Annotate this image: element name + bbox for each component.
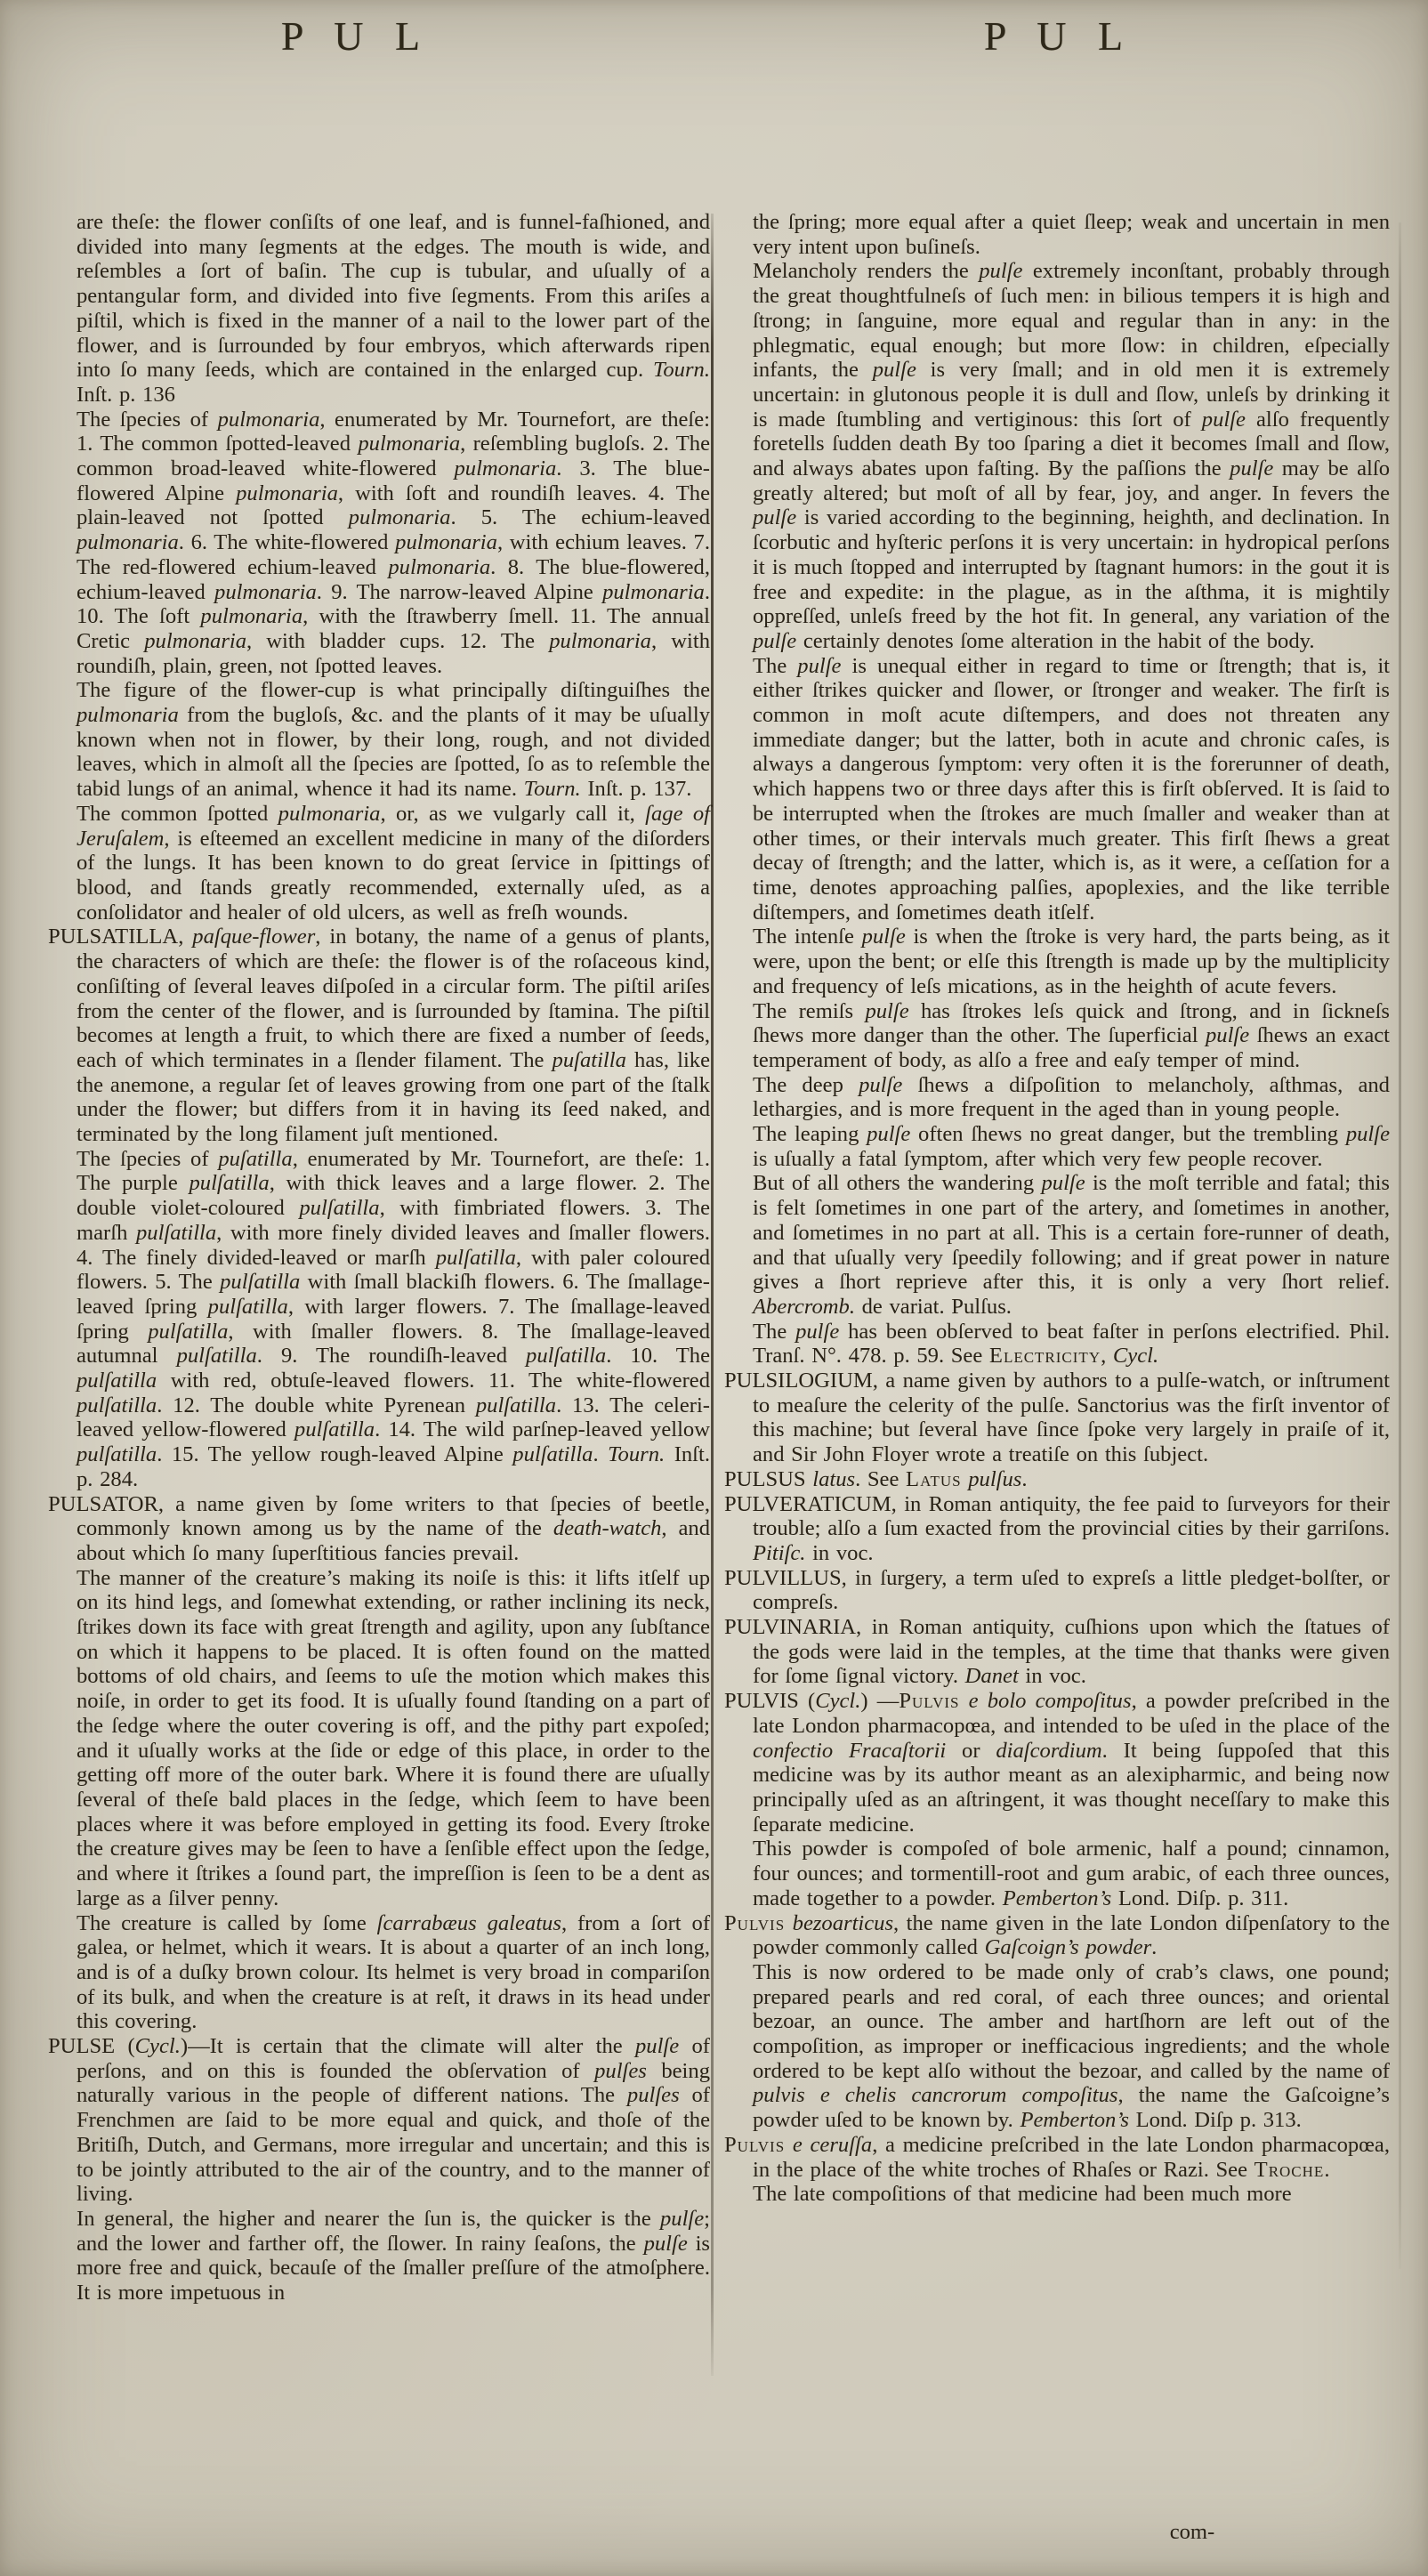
entry-paragraph: PULSATILLA, paſque-flower, in botany, the name of a genus of plants, the characters of which are theſe: the flower is of the roſaceous kind, conſiſting of ſeveral leaves diſpoſed in a circular form. The piſtil ariſes from the center of the flower, and is ſurrounded by ſtamina. The piſtil becomes at length a fruit, to which there are fixed a number of ſeeds, each of which terminates in a ſlender filament. The puſatilla has, like the anemone, a regular ſet of leaves growing from one part of the ſtalk under the flower; but differs from it in having its ſeed naked, and terminated by the long filament juſt mentioned. (48, 925, 710, 1147)
paragraph: The pulſe has been obſerved to beat faſter in perſons electrified. Phil. Tranſ. N°. 478. p. 59. See Electricity, Cycl. (753, 1319, 1390, 1369)
entry-paragraph: PULSUS latus. See Latus pulſus. (724, 1466, 1028, 1491)
entry-paragraph: PULSILOGIUM, a name given by authors to a pulſe-watch, or inſtrument to meaſure the celerity of the pulſe. Sanctorius was the firſt inventor of this machine; but ſeveral have ſince ſpoke very largely in praiſe of it, and Sir John Floyer wrote a treatiſe on this ſubject. (724, 1369, 1390, 1467)
entry-paragraph: PULVINARIA, in Roman antiquity, cuſhions upon which the ſtatues of the gods were laid in the temples, at the time that thanks were given for ſome ſignal victory. Danet in voc. (724, 1615, 1390, 1689)
paragraph: Melancholy renders the pulſe extremely inconſtant, probably through the great thoughtfulneſs of ſuch men: in bilious tempers it is high and ſtrong; in ſanguine, more equal and regular than in any: in the phlegmatic, equal enough; but more ſlow: in children, eſpecially infants, the pulſe is very ſmall; and in old men it is extremely uncertain: in glutonous people it is dull and ſlow, unleſs by drinking it is made ſtumbling and vertiginous: this ſort of pulſe alſo frequently foretells ſudden death By too ſparing a diet it becomes ſmall and ſlow, and always abates upon faſting. By the paſſions the pulſe may be alſo greatly altered; but moſt of all by fear, joy, and anger. In fevers the pulſe is varied according to the beginning, heighth, and declination. In ſcorbutic and hyſteric perſons it is very uncertain: in hydropical perſons it is much ſtopped and interrupted by ſtagnant humors: in the gout it is free and expedite: in the plague, as in the aſthma, it is mightily oppreſſed, unleſs freed by the hot fit. In general, any variation of the pulſe certainly denotes ſome alteration in the habit of the body. (753, 259, 1390, 653)
entry-paragraph: PULSATOR, a name given by ſome writers to that ſpecies of beetle, commonly known among us by the name of the death-watch, and about which ſo many ſuperſtitious fancies prevail. (48, 1491, 711, 1565)
paragraph: The leaping pulſe often ſhews no great danger, but the trembling pulſe is uſually a fatal ſymptom, after which very few people recover. (753, 1122, 1390, 1171)
paragraph: The remiſs pulſe has ſtrokes leſs quick and ſtrong, and in ſickneſs ſhews more danger than the other. The ſuperficial pulſe ſhews an exact temperament of body, as alſo a free and eaſy temper of mind. (753, 998, 1390, 1072)
paragraph: The pulſe is unequal either in regard to time or ſtrength; that is, it either ſtrikes quicker and ſlower, or ſtronger and weaker. The firſt is common in moſt acute diſtempers, and does not threaten any immediate danger; but the latter, both in acute and chronic caſes, is always a dangerous ſymptom: very often it is the forerunner of death, which happens two or three days after this is firſt obſerved. It is ſaid to be interrupted when the ſtrokes are much ſmaller and weaker than at other times, or their intervals much greater. This firſt ſhews a great decay of ſtrength; and the latter, which is, as it were, a ceſſation for a time, denotes approaching palſies, apoplexies, and the like terrible diſtempers, and ſometimes death itſelf. (753, 653, 1390, 925)
entry-paragraph: Pulvis e ceruſſa, a medicine preſcribed in the late London pharmacopœa, in the place of the white troches of Rhaſes or Razi. See Troche. (724, 2132, 1390, 2182)
paragraph: The creature is called by ſome ſcarrabæus galeatus, from a ſort of galea, or helmet, which it wears. It is about a quarter of an inch long, and is of a duſky brown colour. Its helmet is very broad in compariſon of its bulk, and when the creature is at reſt, it draws in its head under this covering. (77, 1910, 711, 2034)
paragraph: This is now ordered to be made only of crab’s claws, one pound; prepared pearls and red coral, of each three ounces; and oriental bezoar, an ounce. The amber and hartſhorn are left out of the compoſition, as improper or inefficacious ingredients; and the whole ordered to be kept alſo without the bezoar, and called by the name of pulvis e chelis cancrorum compoſitus, the name the Gaſcoigne’s powder uſed to be known by. Pemberton’s Lond. Diſp p. 313. (753, 1959, 1390, 2133)
right-margin-rule (1399, 222, 1401, 2269)
entry-paragraph: PULVIS (Cycl.) —Pulvis e bolo compoſitus, a powder preſcribed in the late London pharmacopœa, and intended to be uſed in the place of the confectio Fracaſtorii or diaſcordium. It being ſuppoſed that this medicine was by its author meant as an alexipharmic, and being now principally uſed as an aſtringent, it was thought neceſſary to make this ſeparate medicine. (724, 1689, 1391, 1837)
paragraph: In general, the higher and nearer the ſun is, the quicker is the pulſe; and the lower and farther off, the ſlower. In rainy ſeaſons, the pulſe is more free and quick, becauſe of the ſmaller preſſure of the atmoſphere. It is more impetuous in (77, 2206, 710, 2305)
catchword: com- (1169, 2520, 1215, 2544)
running-title-left: P U L (280, 13, 432, 59)
paragraph: The manner of the creature’s making its noiſe is this: it lifts itſelf up on its hind legs, and ſomewhat extending, or rather inclining its neck, ſtrikes down its face with great ſtrength and agility, upon any ſubſtance on which it happens to be placed. It is often found on the matted bottoms of old chairs, and ſeems to uſe the motion which makes this noiſe, in order to get its food. It is uſually found ſtanding on a part of the ſedge where the outer covering is off, and the pithy part expoſed; and it uſually works at the ſide or edge of this place, in order to the getting off more of the outer bark. Where it is found there are uſually ſeveral of theſe bald places in the ſedge, which ſeem to have been places where it was before employed in getting its food. Every ſtroke the creature gives may be ſeen to have a ſenſible effect upon the ſedge, and where it ſtrikes a ſound part, the impreſſion is ſeen to be a dent as large as a ſilver penny. (77, 1565, 710, 1910)
entry-paragraph: PULVILLUS, in ſurgery, a term uſed to expreſs a little pledget-bolſter, or compreſs. (724, 1565, 1390, 1615)
paragraph: the ſpring; more equal after a quiet ſleep; weak and uncertain in men very intent upon buſineſs. (753, 210, 1390, 259)
paragraph: The intenſe pulſe is when the ſtroke is very hard, the parts being, as it were, upon the bent; or elſe this ſtrength is made up by the multiplicity and frequency of leſs mications, as in the heighth of acute fevers. (753, 925, 1390, 998)
paragraph: The figure of the flower-cup is what principally diſtinguiſhes the pulmonaria from the bugloſs, &c. and the plants of it may be uſually known when not in flower, by their long, rough, and not divided leaves, which in almoſt all the ſpecies are ſpotted, ſo as to reſemble the tabid lungs of an animal, whence it had its name. Tourn. Inſt. p. 137. (77, 678, 710, 802)
column-divider-rule (711, 214, 714, 2376)
paragraph: The late compoſitions of that medicine had been much more (753, 2182, 1292, 2207)
entry-paragraph: PULSE (Cycl.)—It is certain that the climate will alter the pulſe of perſons, and on this is founded the obſervation of pulſes being naturally various in the people of different nations. The pulſes of Frenchmen are ſaid to be more equal and quick, and thoſe of the Britiſh, Dutch, and Germans, more irregular and uncertain; and this is to be jointly attributed to the air of the country, and to the manner of living. (48, 2034, 710, 2207)
entry-paragraph: PULVERATICUM, in Roman antiquity, the fee paid to ſurveyors for their trouble; alſo a ſum exacted from the provincial cities by their garriſons. Pitiſc. in voc. (724, 1491, 1390, 1565)
paragraph: The deep pulſe ſhews a diſpoſition to melancholy, aſthmas, and lethargies, and is more frequent in the aged than in young people. (753, 1072, 1390, 1122)
paragraph: This powder is compoſed of bole armenic, half a pound; cinnamon, four ounces; and tormentill-root and gum arabic, of each three ounces, made together to a powder. Pemberton’s Lond. Diſp. p. 311. (753, 1837, 1390, 1910)
entry-paragraph: Pulvis bezoarticus, the name given in the late London diſpenſatory to the powder commonly called Gaſcoign’s powder. (724, 1910, 1390, 1960)
paragraph: are theſe: the flower conſiſts of one leaf, and is funnel-faſhioned, and divided into many ſegments at the edges. The mouth is wide, and reſembles a ſort of baſin. The cup is tubular, and uſually of a pentangular form, and divided into five ſegments. From this ariſes a piſtil, which is fixed in the manner of a nail to the lower part of the flower, and is ſurrounded by four embryos, which afterwards ripen into ſo many ſeeds, which are contained in the enlarged cup. Tourn. Inſt. p. 136 (77, 210, 710, 407)
paragraph: The ſpecies of puſatilla, enumerated by Mr. Tournefort, are theſe: 1. The purple pulſatilla, with thick leaves and a large flower. 2. The double violet-coloured pulſatilla, with fimbriated flowers. 3. The marſh pulſatilla, with more finely divided leaves and ſmaller flowers. 4. The finely divided-leaved or marſh pulſatilla, with paler coloured flowers. 5. The pulſatilla with ſmall blackiſh flowers. 6. The ſmallage-leaved ſpring pulſatilla, with larger flowers. 7. The ſmallage-leaved ſpring pulſatilla, with ſmaller flowers. 8. The ſmallage-leaved autumnal pulſatilla. 9. The roundiſh-leaved pulſatilla. 10. The pulſatilla with red, obtuſe-leaved flowers. 11. The white-flowered pulſatilla. 12. The double white Pyrenean pulſatilla. 13. The celeri-leaved yellow-flowered pulſatilla. 14. The wild parſnep-leaved yellow pulſatilla. 15. The yellow rough-leaved Alpine pulſatilla. Tourn. Inſt. p. 284. (77, 1146, 711, 1491)
paragraph: But of all others the wandering pulſe is the moſt terrible and fatal; this is felt ſometimes in one part of the artery, and ſometimes in another, and ſometimes in no part at all. This is a certain fore-runner of death, and that uſually very ſpeedily following; and if great power in nature gives a ſhort reprieve after this, it is only a very ſhort relief. Abercromb. de variat. Pulſus. (753, 1171, 1390, 1319)
paragraph: The common ſpotted pulmonaria, or, as we vulgarly call it, ſage of Jeruſalem, is eſteemed an excellent medicine in many of the diſorders of the lungs. It has been known to do great ſervice in ſpittings of blood, and ſtands greatly recommended, externally uſed, as a conſolidator and healer of old ulcers, as well as freſh wounds. (77, 801, 710, 925)
paragraph: The ſpecies of pulmonaria, enumerated by Mr. Tournefort, are theſe: 1. The common ſpotted-leaved pulmonaria, reſembling bugloſs. 2. The common broad-leaved white-flowered pulmonaria. 3. The blue-flowered Alpine pulmonaria, with ſoft and roundiſh leaves. 4. The plain-leaved not ſpotted pulmonaria. 5. The echium-leaved pulmonaria. 6. The white-flowered pulmonaria, with echium leaves. 7. The red-flowered echium-leaved pulmonaria. 8. The blue-flowered, echium-leaved pulmonaria. 9. The narrow-leaved Alpine pulmonaria. 10. The ſoft pulmonaria, with the ſtrawberry ſmell. 11. The annual Cretic pulmonaria, with bladder cups. 12. The pulmonaria, with roundiſh, plain, green, not ſpotted leaves. (77, 407, 711, 678)
right-column (724, 210, 1390, 2207)
running-title-right: P U L (983, 13, 1134, 59)
left-column (48, 210, 710, 2305)
